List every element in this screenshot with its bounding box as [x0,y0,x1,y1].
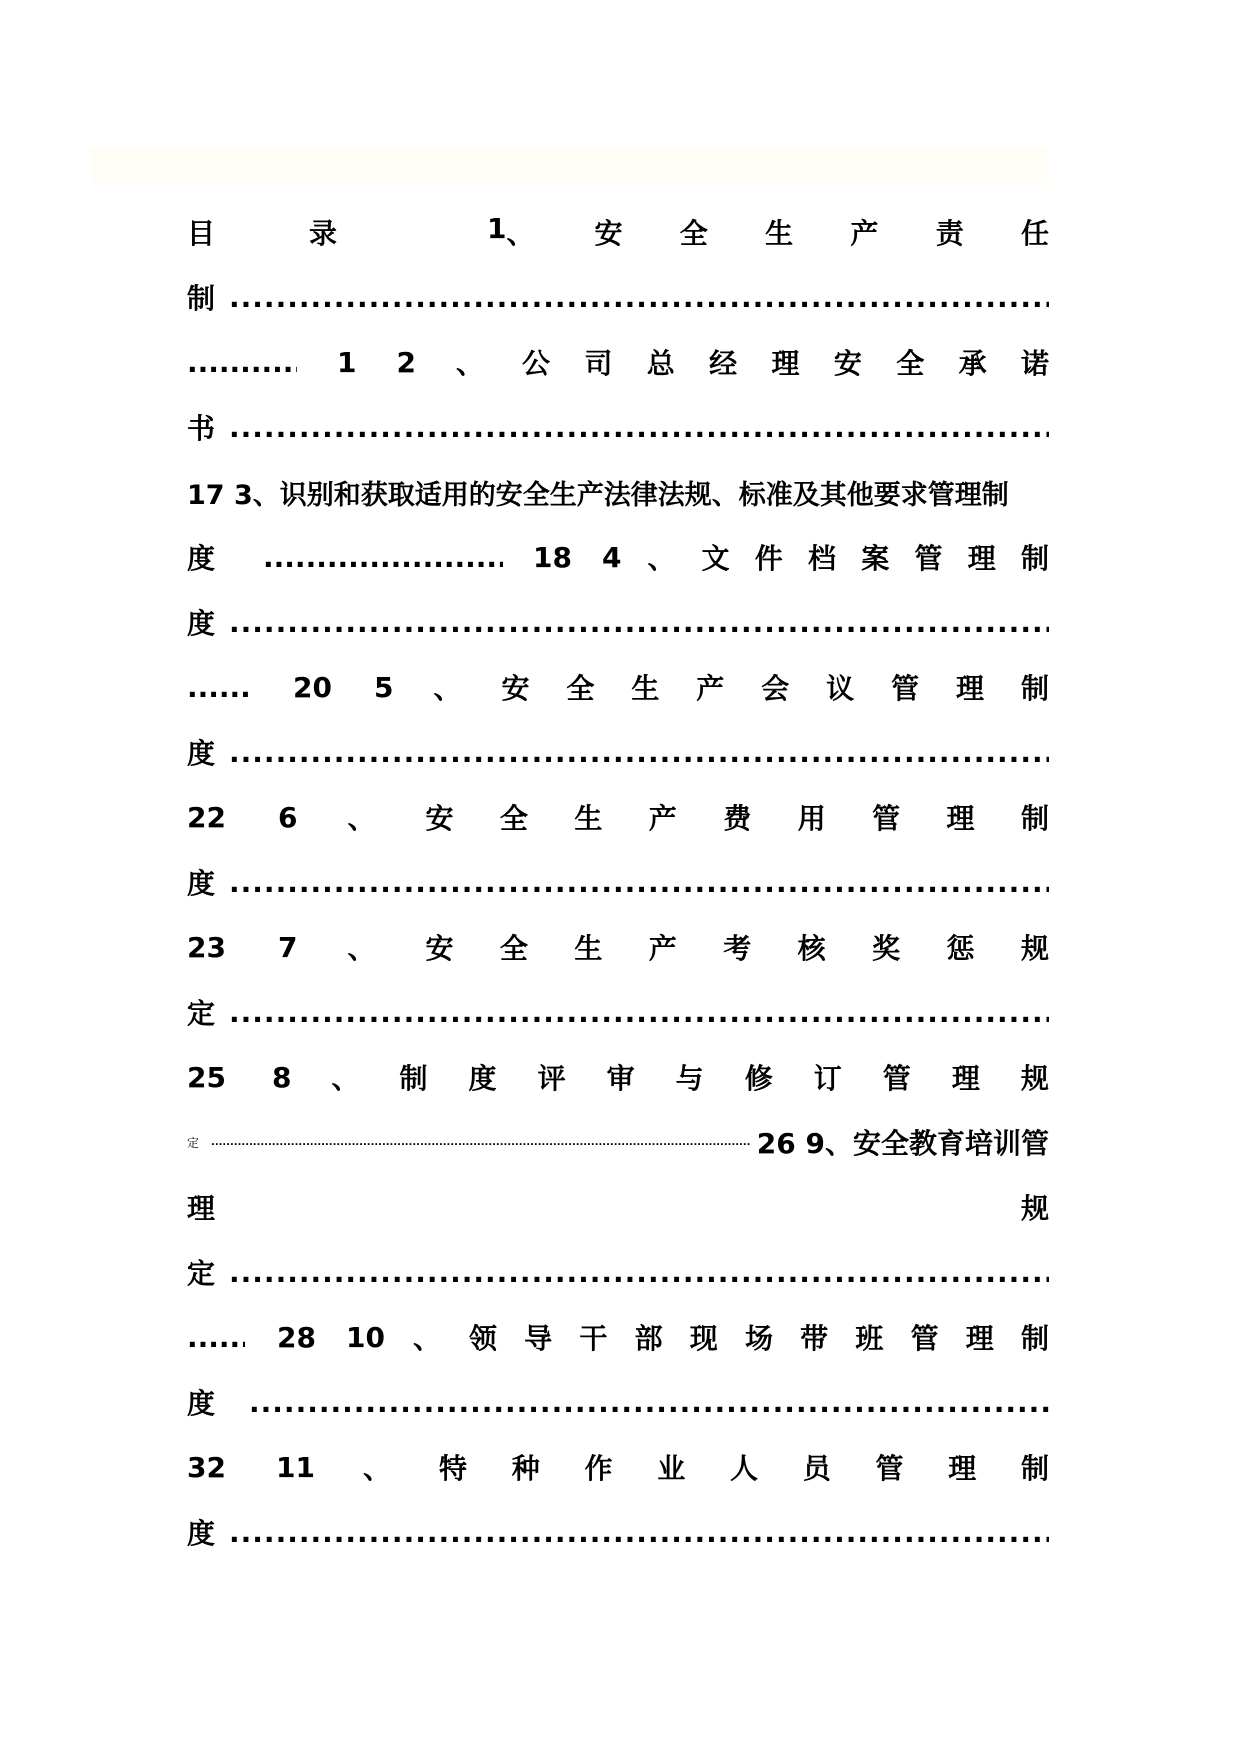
title-char: 带 [800,1322,829,1355]
title-char: 诺 [1020,347,1049,380]
page-number: 20 [293,670,332,704]
title-char: 制 [1020,1452,1049,1485]
title-char: 安 [425,932,454,965]
toc-line-4 [187,407,1049,447]
toc-line-7 [187,602,1049,642]
title-char: 制 [1020,802,1049,835]
title-char: 班 [855,1322,884,1355]
entry-separator: 、 [455,347,484,380]
entry-title-cont: 理 [187,1192,216,1225]
title-char: 修 [744,1062,773,1095]
entry-title: 26 9、安全教育培训管 [756,1127,1049,1160]
entry-title: 17 3、识别和获取适用的安全生产法律法规、标准及其他要求管理制 [187,479,1009,511]
page-number: 25 [187,1060,226,1094]
entry-title [425,797,1049,837]
entry-title-cont: 度 [187,737,216,770]
title-char: 档 [807,542,836,575]
title-char: 订 [813,1062,842,1095]
title-char: 场 [744,1322,773,1355]
title-char: 现 [689,1322,718,1355]
title-char: 人 [729,1452,758,1485]
toc-line-18 [187,1317,1049,1357]
title-char: 费 [723,802,752,835]
entry-title [522,342,1049,382]
dot-leader [229,1256,1049,1289]
title-char: 制 [1020,542,1049,575]
title-char: 文 [701,542,730,575]
title-char: 理 [948,1452,977,1485]
title-char: 责 [935,217,964,250]
title-char: 理 [771,347,800,380]
entry-title-cont: 书 [187,412,216,445]
toc-line-19 [187,1382,1049,1422]
dot-leader [187,671,251,704]
dot-leader [229,281,1049,314]
entry-number: 10 [345,1320,385,1354]
title-char: 用 [797,802,826,835]
title-char: 议 [826,672,855,705]
title-char: 业 [657,1452,686,1485]
title-char: 领 [468,1322,497,1355]
title-char: 全 [499,932,528,965]
entry-title [501,667,1049,707]
page-number: 22 [187,800,226,834]
entry-separator: 、 [433,672,462,705]
entry-title-cont: 规 [1020,1192,1049,1225]
title-char: 生 [631,672,660,705]
title-char: 审 [606,1062,635,1095]
dot-leader [229,996,1049,1029]
entry-separator: 、 [347,802,376,835]
entry-number: 4 [601,540,622,574]
entry-separator: 、 [347,932,376,965]
entry-separator: 、 [331,1062,360,1095]
title-char: 产 [850,217,879,250]
title-char: 生 [765,217,794,250]
entry-separator: 、 [647,542,676,575]
header-band [90,148,1048,184]
entry-title [439,1447,1049,1487]
title-char: 与 [675,1062,704,1095]
title-char: 全 [566,672,595,705]
title-char: 经 [709,347,738,380]
title-char: 奖 [872,932,901,965]
entry-number: 7 [277,930,298,964]
entry-number: 8 [271,1060,292,1094]
dot-leader [229,736,1049,769]
entry-title-cont: 制 [187,282,216,315]
title-char: 理 [951,1062,980,1095]
entry-title-cont: 度 [187,607,216,640]
title-char: 规 [1020,1062,1049,1095]
title-char: 安 [833,347,862,380]
title-char: 管 [875,1452,904,1485]
title-char: 会 [761,672,790,705]
toc-line-21 [187,1512,1049,1552]
toc-line-15 [187,1122,1049,1162]
title-char: 管 [910,1322,939,1355]
toc-line-17 [187,1252,1049,1292]
toc-line-10 [187,797,1049,837]
title-char: 制 [1020,672,1049,705]
toc-line-12 [187,927,1049,967]
entry-title [701,537,1049,577]
entry-number: 5 [373,670,394,704]
title-char: 录 [308,217,337,250]
toc-line-2 [187,277,1049,317]
dot-leader [211,1137,751,1148]
dot-leader [229,866,1049,899]
title-char: 制 [1020,1322,1049,1355]
entry-title-cont: 度 [187,1517,216,1550]
entry-title-cont: 定 [187,997,216,1030]
dot-leader [187,346,297,379]
entry-number: 2 [396,345,416,379]
toc-heading [187,212,337,252]
entry-title-cont: 度 [187,542,216,575]
entry-separator: 、 [412,1322,441,1355]
title-char: 规 [1020,932,1049,965]
entry-number: 1 [487,212,507,245]
title-char: 理 [965,1322,994,1355]
entry-number: 6 [277,800,298,834]
title-char: 管 [872,802,901,835]
title-char: 制 [399,1062,428,1095]
title-char: 导 [524,1322,553,1355]
title-char: 公 [521,347,550,380]
title-char: 特 [438,1452,467,1485]
title-char: 安 [501,672,530,705]
title-char: 干 [579,1322,608,1355]
entry-title [399,1057,1049,1097]
title-char: 总 [646,347,675,380]
title-char: 产 [648,802,677,835]
title-char: 生 [574,802,603,835]
entry-title-cont: 度 [187,867,216,900]
title-char: 全 [499,802,528,835]
toc-line-14 [187,1057,1049,1097]
title-char: 产 [696,672,725,705]
title-char: 案 [861,542,890,575]
dot-leader [229,606,1049,639]
toc-line-11 [187,862,1049,902]
title-char: 任 [1020,217,1049,250]
title-char: 管 [891,672,920,705]
toc-line-3 [187,342,1049,382]
title-char: 目 [187,217,216,250]
dot-leader [229,411,1049,444]
title-char: 考 [723,932,752,965]
toc-line-1 [187,212,1049,252]
title-char: 理 [946,802,975,835]
title-char: 度 [468,1062,497,1095]
title-char: 核 [797,932,826,965]
title-char: 员 [802,1452,831,1485]
title-char: 全 [896,347,925,380]
title-char: 惩 [946,932,975,965]
page-number: 18 [533,540,572,574]
dot-leader [263,541,503,574]
toc-line-16 [187,1187,1049,1227]
page-number: 28 [277,1320,316,1354]
entry-title-cont: 定 [187,1257,216,1290]
title-char: 评 [537,1062,566,1095]
title-char: 种 [511,1452,540,1485]
title-char: 件 [754,542,783,575]
title-char: 安 [425,802,454,835]
page-number: 32 [187,1450,226,1484]
toc-entry-1-text [487,212,1049,252]
title-char: 司 [584,347,613,380]
title-char: 生 [574,932,603,965]
title-char: 部 [634,1322,663,1355]
title-char: 理 [967,542,996,575]
page-number: 23 [187,930,226,964]
entry-title-cont: 定 [187,1135,200,1150]
toc-line-20 [187,1447,1049,1487]
entry-title-cont: 度 [187,1387,216,1420]
entry-separator: 、 [362,1452,391,1485]
entry-separator: 、 [506,217,535,250]
toc-line-5 [187,472,1049,512]
toc-line-9 [187,732,1049,772]
dot-leader [249,1386,1049,1419]
dot-leader [229,1516,1049,1549]
title-char: 产 [648,932,677,965]
title-char: 全 [679,217,708,250]
entry-title [469,1317,1049,1357]
entry-title [595,212,1050,252]
title-char: 管 [882,1062,911,1095]
title-char: 作 [584,1452,613,1485]
toc-line-8 [187,667,1049,707]
dot-leader [187,1321,245,1354]
entry-title [425,927,1049,967]
toc-title [187,212,337,252]
toc-line-6 [187,537,1049,577]
title-char: 承 [958,347,987,380]
title-char: 安 [594,217,623,250]
page-number: 1 [337,345,357,379]
toc-line-13 [187,992,1049,1032]
title-char: 理 [956,672,985,705]
entry-number: 11 [275,1450,315,1484]
title-char: 管 [914,542,943,575]
